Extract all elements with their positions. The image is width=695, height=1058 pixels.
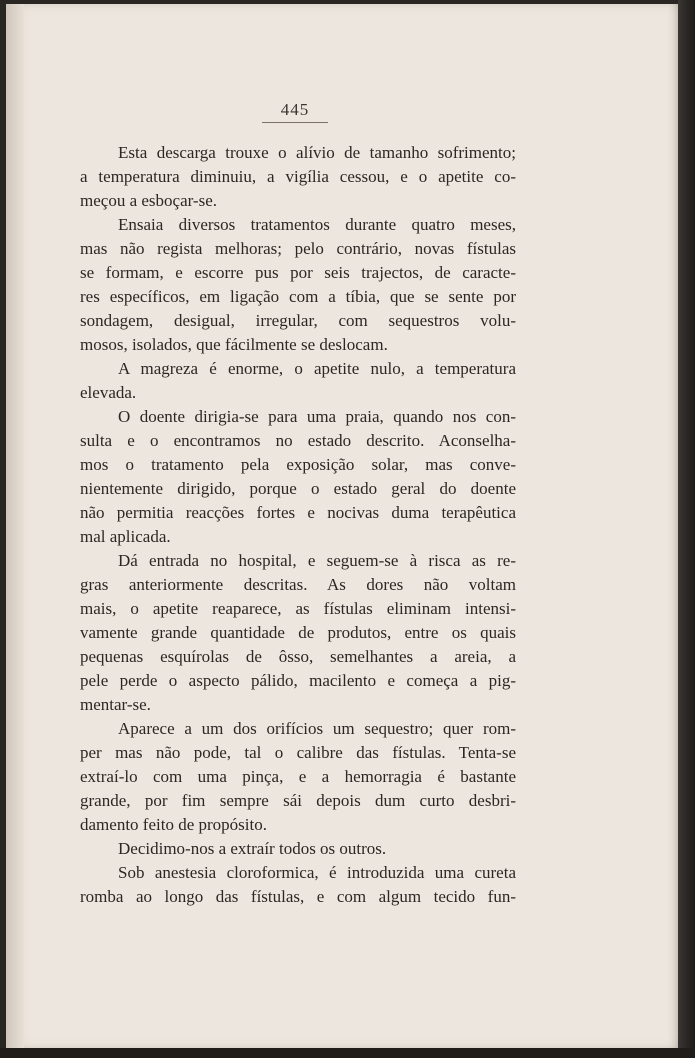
text-line: Decidimo-nos a extraír todos os outros.: [118, 839, 387, 858]
text-line: sondagem, desigual, irregular, com sequestros volu-: [80, 311, 516, 330]
text-line: Aparece a um dos orifícios um sequestro; quer rom-: [118, 719, 516, 738]
text-line: sulta e o encontramos no estado descrito. Aconselha-: [80, 431, 516, 450]
text-line: mais, o apetite reaparece, as fístulas eliminam intensi-: [80, 599, 516, 618]
text-line: mosos, isolados, que fácilmente se deslocam.: [80, 335, 388, 354]
text-line: mentar-se.: [80, 695, 151, 714]
book-edge-bottom: [0, 1048, 695, 1058]
text-line: Sob anestesia cloroformica, é introduzida uma cureta: [118, 863, 516, 882]
text-line: gras anteriormente descritas. As dores não voltam: [80, 575, 516, 594]
text-line: mos o tratamento pela exposição solar, mas conve-: [80, 455, 516, 474]
text-line: elevada.: [80, 383, 137, 402]
text-line: damento feito de propósito.: [80, 815, 267, 834]
text-line: grande, por fim sempre sái depois dum curto desbri-: [80, 791, 516, 810]
text-line: mas não regista melhoras; pelo contrário, novas fístulas: [80, 239, 516, 258]
text-line: Ensaia diversos tratamentos durante quatro meses,: [118, 215, 516, 234]
text-line: O doente dirigia-se para uma praia, quando nos con-: [118, 407, 516, 426]
text-line: se formam, e escorre pus por seis trajectos, de caracte-: [80, 263, 516, 282]
book-edge-right: [678, 0, 695, 1058]
text-line: pequenas esquírolas de ôsso, semelhantes a areia, a: [80, 647, 516, 666]
text-line: per mas não pode, tal o calibre das fístulas. Tenta-se: [80, 743, 516, 762]
text-line: a temperatura diminuiu, a vigília cessou, e o apetite co-: [80, 167, 516, 186]
text-line: res específicos, em ligação com a tíbia, que se sente por: [80, 287, 516, 306]
text-line: romba ao longo das fístulas, e com algum tecido fun-: [80, 887, 516, 906]
text-line: vamente grande quantidade de produtos, entre os quais: [80, 623, 516, 642]
page-spine-shadow: [6, 4, 24, 1048]
text-line: A magreza é enorme, o apetite nulo, a temperatura: [118, 359, 516, 378]
text-line: pele perde o aspecto pálido, macilento e começa a pig-: [80, 671, 516, 690]
page-number: 445: [262, 100, 328, 123]
body-text: [80, 141, 516, 909]
text-line: Esta descarga trouxe o alívio de tamanho sofrimento;: [118, 143, 516, 162]
text-line: Dá entrada no hospital, e seguem-se à risca as re-: [118, 551, 516, 570]
text-line: mal aplicada.: [80, 527, 171, 546]
text-line: nientemente dirigido, porque o estado geral do doente: [80, 479, 516, 498]
text-line: meçou a esboçar-se.: [80, 191, 218, 210]
text-line: não permitia reacções fortes e nocivas duma terapêutica: [80, 503, 516, 522]
text-line: extraí-lo com uma pinça, e a hemorragia é bastante: [80, 767, 516, 786]
